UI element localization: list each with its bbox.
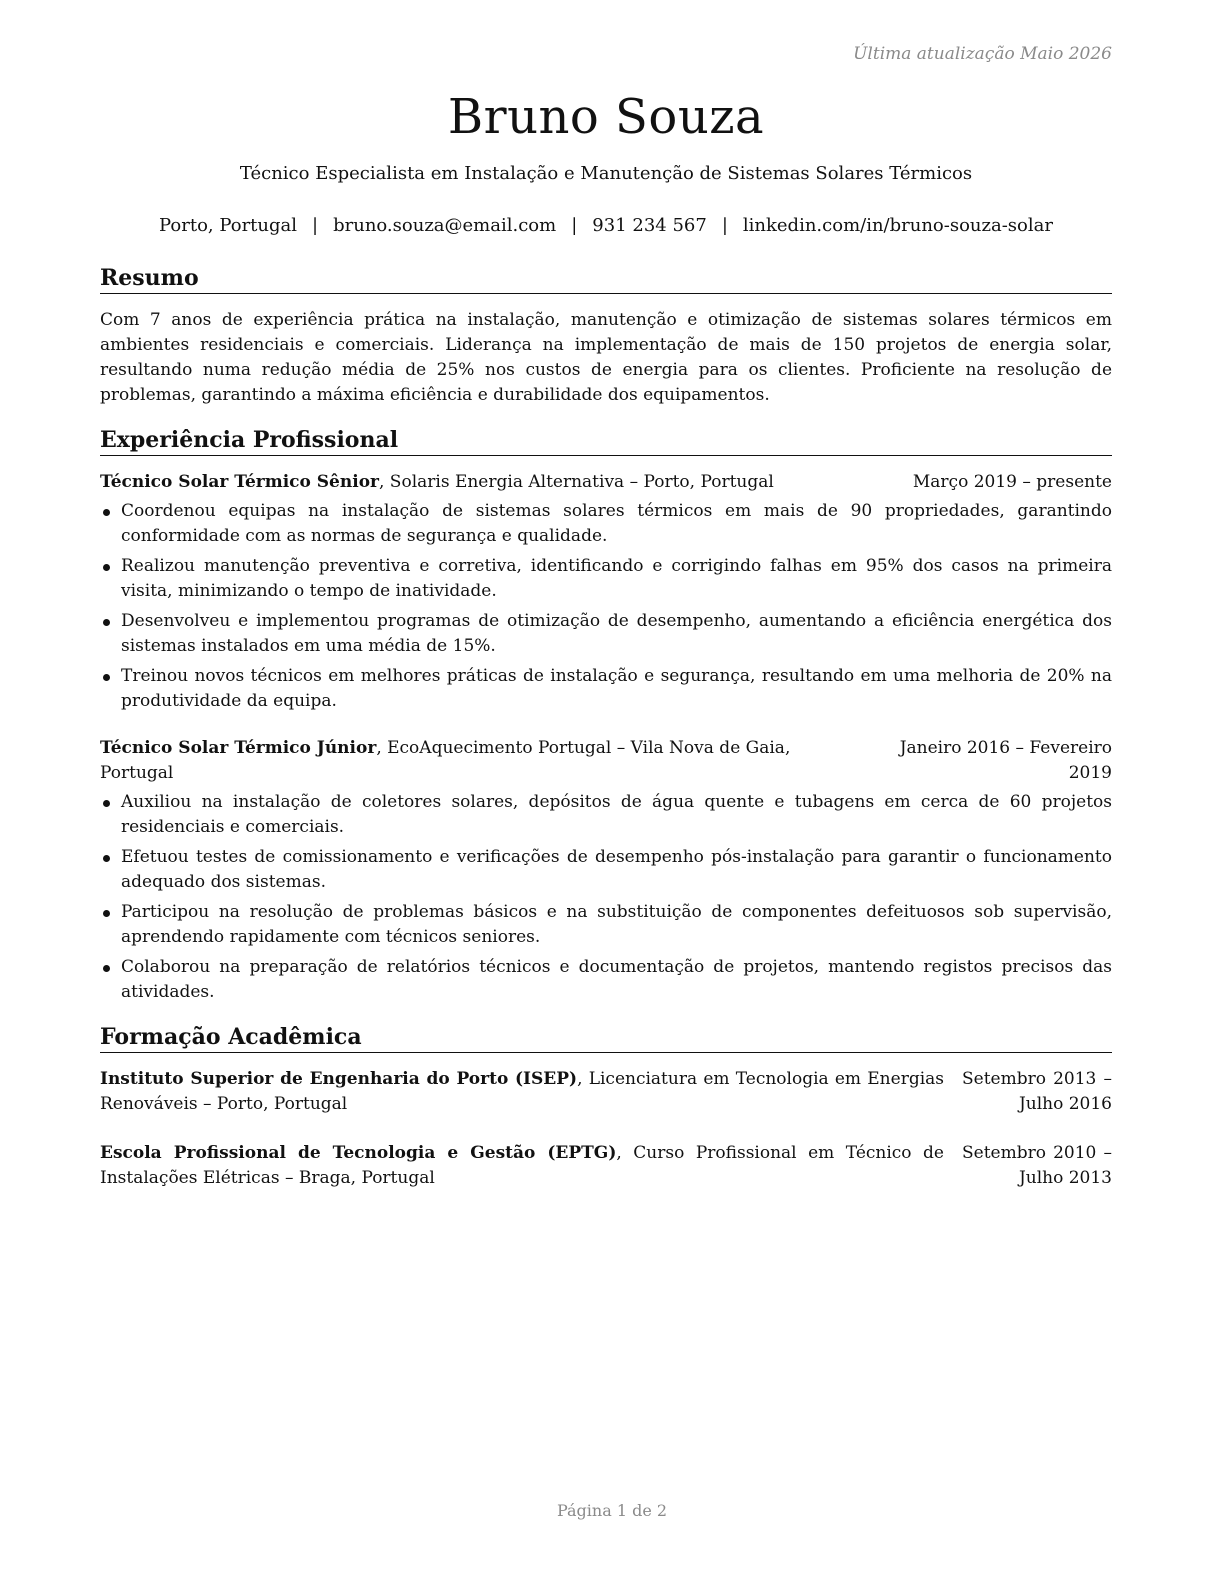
bullet-text: Participou na resolução de problemas básicos e na substituição de componentes defeituosos sob supervisão, aprendendo rapidamente com técnicos seniores. bbox=[121, 902, 1112, 947]
education-dates: Setembro 2010 – Julho 2013 bbox=[962, 1143, 1112, 1188]
bullet-icon bbox=[103, 855, 110, 862]
bullet-text: Coordenou equipas na instalação de sistemas solares térmicos em mais de 90 propriedades, garantindo conformidade com as normas de segurança e qualidade. bbox=[121, 501, 1112, 546]
job-header bbox=[100, 736, 856, 786]
bullet-icon bbox=[103, 619, 110, 626]
job-company: , Solaris Energia Alternativa – Porto, Portugal bbox=[379, 472, 774, 492]
bullet-icon bbox=[103, 564, 110, 571]
contact-location: Porto, Portugal bbox=[159, 215, 298, 236]
bullet-icon bbox=[103, 674, 110, 681]
list-item bbox=[100, 790, 1112, 840]
bullet-text: Desenvolveu e implementou programas de otimização de desempenho, aumentando a eficiência energética dos sistemas instalados em uma média de 15%. bbox=[121, 611, 1112, 656]
job-bullets bbox=[100, 790, 1112, 1005]
contact-separator: | bbox=[312, 215, 319, 236]
job-entry bbox=[100, 736, 1112, 786]
list-item bbox=[100, 664, 1112, 714]
education-institution: Instituto Superior de Engenharia do Porto (ISEP) bbox=[100, 1069, 578, 1089]
candidate-name: Bruno Souza bbox=[447, 89, 765, 145]
page-number: Página 1 de 2 bbox=[556, 1501, 668, 1520]
job-role: Técnico Solar Térmico Júnior bbox=[100, 738, 377, 758]
education-entry bbox=[100, 1067, 1112, 1117]
summary-text: Com 7 anos de experiência prática na instalação, manutenção e otimização de sistemas solares térmicos em ambientes residenciais e comerciais. Liderança na implementação de mais de 150 projetos de energia solar, resultando numa redução média de 25% nos custos de energia para os clientes. Proficiente na resolução de problemas, garantindo a máxima eficiência e durabilidade dos equipamentos. bbox=[100, 310, 1112, 405]
bullet-text: Treinou novos técnicos em melhores práticas de instalação e segurança, resultando em uma melhoria de 20% na produtividade da equipa. bbox=[121, 666, 1112, 711]
education-details: , Licenciatura em Tecnologia em Energias Renováveis – Porto, Portugal bbox=[100, 1069, 945, 1114]
last-updated-note: Última atualização Maio 2026 bbox=[853, 44, 1112, 64]
bullet-icon bbox=[103, 910, 110, 917]
list-item bbox=[100, 499, 1112, 549]
bullet-text: Colaborou na preparação de relatórios técnicos e documentação de projetos, mantendo registos precisos das atividades. bbox=[121, 957, 1112, 1002]
job-header bbox=[100, 470, 894, 495]
list-item bbox=[100, 900, 1112, 950]
contact-linkedin[interactable]: linkedin.com/in/bruno-souza-solar bbox=[742, 215, 1053, 236]
job-entry bbox=[100, 470, 1112, 495]
job-dates: Março 2019 – presente bbox=[912, 472, 1112, 492]
education-header bbox=[100, 1141, 944, 1191]
list-item bbox=[100, 845, 1112, 895]
summary-heading: Resumo bbox=[100, 264, 1112, 294]
job-company: , EcoAquecimento Portugal – Vila Nova de Gaia, Portugal bbox=[100, 738, 791, 783]
contact-email[interactable]: bruno.souza@email.com bbox=[333, 215, 557, 236]
contact-separator: | bbox=[571, 215, 578, 236]
bullet-text: Realizou manutenção preventiva e corretiva, identificando e corrigindo falhas em 95% dos casos na primeira visita, minimizando o tempo de inatividade. bbox=[121, 556, 1112, 601]
contact-line bbox=[100, 214, 1112, 238]
experience-heading: Experiência Profissional bbox=[100, 426, 1112, 456]
bullet-icon bbox=[103, 509, 110, 516]
bullet-icon bbox=[103, 800, 110, 807]
candidate-headline: Técnico Especialista em Instalação e Manutenção de Sistemas Solares Térmicos bbox=[239, 163, 973, 184]
education-header bbox=[100, 1067, 944, 1117]
education-entry bbox=[100, 1141, 1112, 1191]
bullet-text: Efetuou testes de comissionamento e verificações de desempenho pós-instalação para garantir o funcionamento adequado dos sistemas. bbox=[121, 847, 1112, 892]
education-institution: Escola Profissional de Tecnologia e Gestão (EPTG) bbox=[100, 1143, 617, 1163]
contact-phone: 931 234 567 bbox=[592, 215, 707, 236]
contact-separator: | bbox=[721, 215, 728, 236]
bullet-icon bbox=[103, 965, 110, 972]
list-item bbox=[100, 609, 1112, 659]
list-item bbox=[100, 554, 1112, 604]
education-heading: Formação Acadêmica bbox=[100, 1023, 1112, 1053]
resume-page bbox=[100, 86, 1112, 1191]
education-details: , Curso Profissional em Técnico de Instalações Elétricas – Braga, Portugal bbox=[100, 1143, 944, 1188]
bullet-text: Auxiliou na instalação de coletores solares, depósitos de água quente e tubagens em cerca de 60 projetos residenciais e comerciais. bbox=[121, 792, 1112, 837]
job-dates: Janeiro 2016 – Fevereiro 2019 bbox=[899, 738, 1112, 783]
list-item bbox=[100, 955, 1112, 1005]
job-bullets bbox=[100, 499, 1112, 714]
education-dates: Setembro 2013 – Julho 2016 bbox=[962, 1069, 1112, 1114]
job-role: Técnico Solar Térmico Sênior bbox=[100, 472, 379, 492]
